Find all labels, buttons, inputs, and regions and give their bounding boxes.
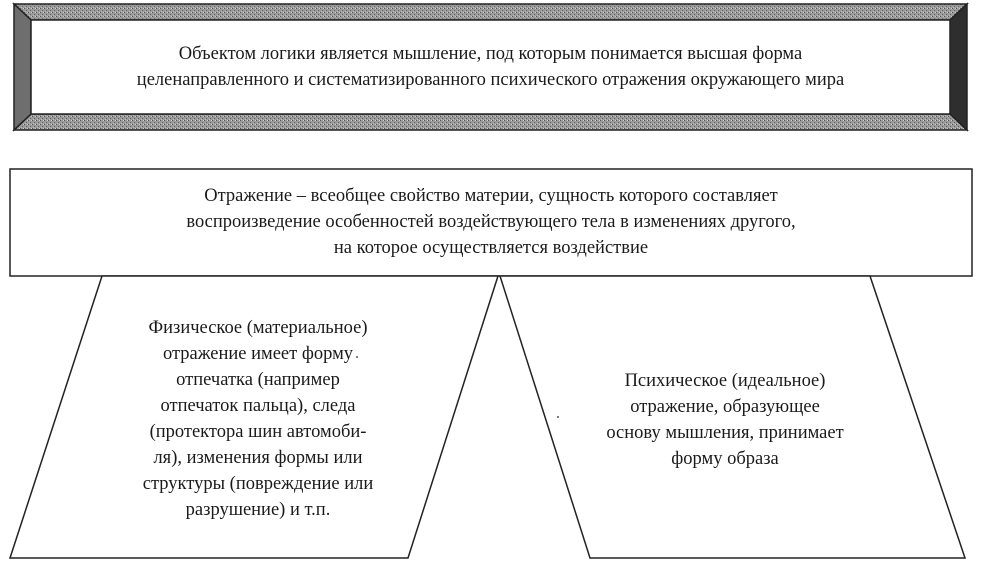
top-box-line-2: целенаправленного и систематизированного психического отражения окружающего мира (136, 70, 845, 90)
left-line-5: (протектора шин автомоби- (149, 422, 367, 442)
middle-box-line-3: на которое осуществляется воздействие (333, 238, 649, 258)
left-line-7: структуры (повреждение или (142, 474, 374, 494)
middle-box-line-1: Отражение – всеобщее свойство материи, сущность которого составляет (204, 186, 778, 206)
middle-box-text (20, 183, 962, 261)
right-line-1: Психическое (идеальное) (624, 371, 826, 391)
speck (557, 416, 559, 418)
top-box-text (40, 41, 941, 93)
left-line-1: Физическое (материальное) (148, 318, 368, 338)
top-box-line-1: Объектом логики является мышление, под которым понимается высшая форма (178, 44, 803, 64)
right-line-2: отражение, образующее (630, 397, 820, 417)
left-line-4: отпечаток пальца), следа (160, 396, 356, 416)
middle-box-line-2: воспроизведение особенностей воздействующего тела в изменениях другого, (186, 212, 796, 232)
left-line-3: отпечатка (например (176, 370, 340, 390)
right-trapezoid-text (575, 368, 875, 472)
left-line-2: отражение имеет форму (162, 344, 354, 364)
left-line-6: ля), изменения формы или (153, 448, 363, 468)
left-trapezoid-text (108, 315, 408, 523)
left-line-8: разрушение) и т.п. (185, 500, 331, 520)
right-line-3: основу мышления, принимает (606, 423, 844, 443)
right-line-4: форму образа (671, 449, 779, 469)
